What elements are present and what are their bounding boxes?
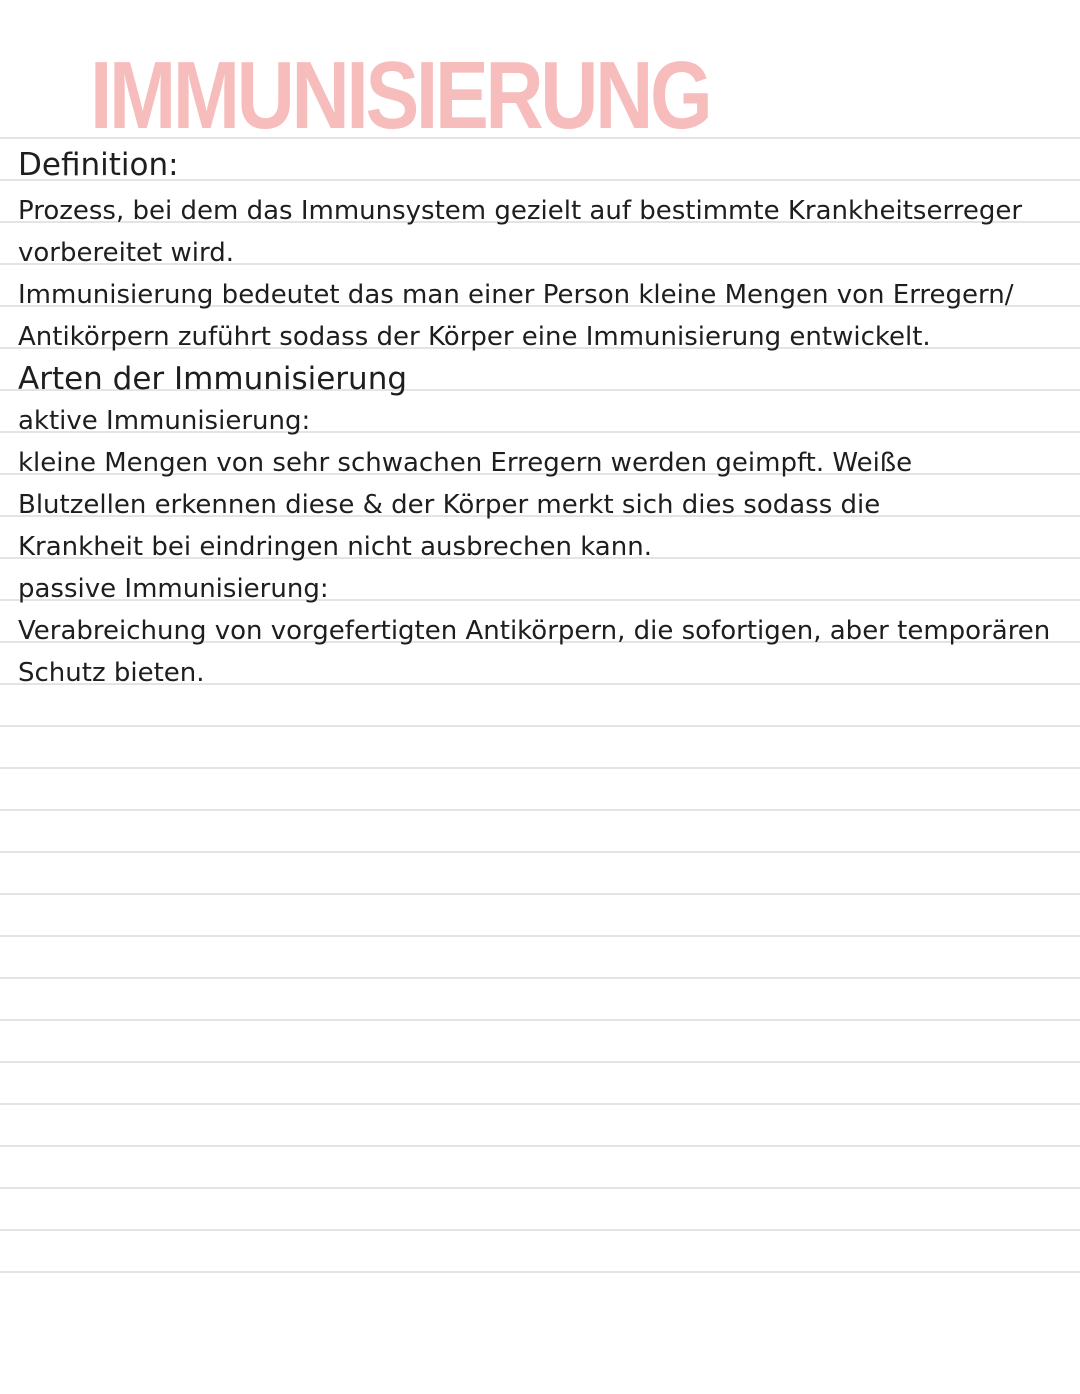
definition-heading: Definition: bbox=[18, 147, 179, 183]
passive-immunization-line-2: Schutz bieten. bbox=[18, 658, 205, 688]
active-immunization-label: aktive Immunisierung: bbox=[18, 406, 311, 436]
definition-line-4: Antikörpern zuführt sodass der Körper eine Immunisierung entwickelt. bbox=[18, 322, 931, 352]
definition-line-2: vorbereitet wird. bbox=[18, 238, 234, 268]
definition-line-1: Prozess, bei dem das Immunsystem gezielt auf bestimmte Krankheitserreger bbox=[18, 196, 1023, 226]
active-immunization-line-3: Krankheit bei eindringen nicht ausbrechen kann. bbox=[18, 532, 652, 562]
page-title: IMMUNISIERUNG bbox=[90, 42, 710, 149]
definition-line-3: Immunisierung bedeutet das man einer Person kleine Mengen von Erregern/ bbox=[18, 280, 1014, 310]
types-heading: Arten der Immunisierung bbox=[18, 361, 408, 397]
passive-immunization-line-1: Verabreichung von vorgefertigten Antikörpern, die sofortigen, aber temporären bbox=[18, 616, 1051, 646]
active-immunization-line-1: kleine Mengen von sehr schwachen Erregern werden geimpft. Weiße bbox=[18, 448, 913, 478]
active-immunization-line-2: Blutzellen erkennen diese & der Körper merkt sich dies sodass die bbox=[18, 490, 881, 520]
passive-immunization-label: passive Immunisierung: bbox=[18, 574, 329, 604]
